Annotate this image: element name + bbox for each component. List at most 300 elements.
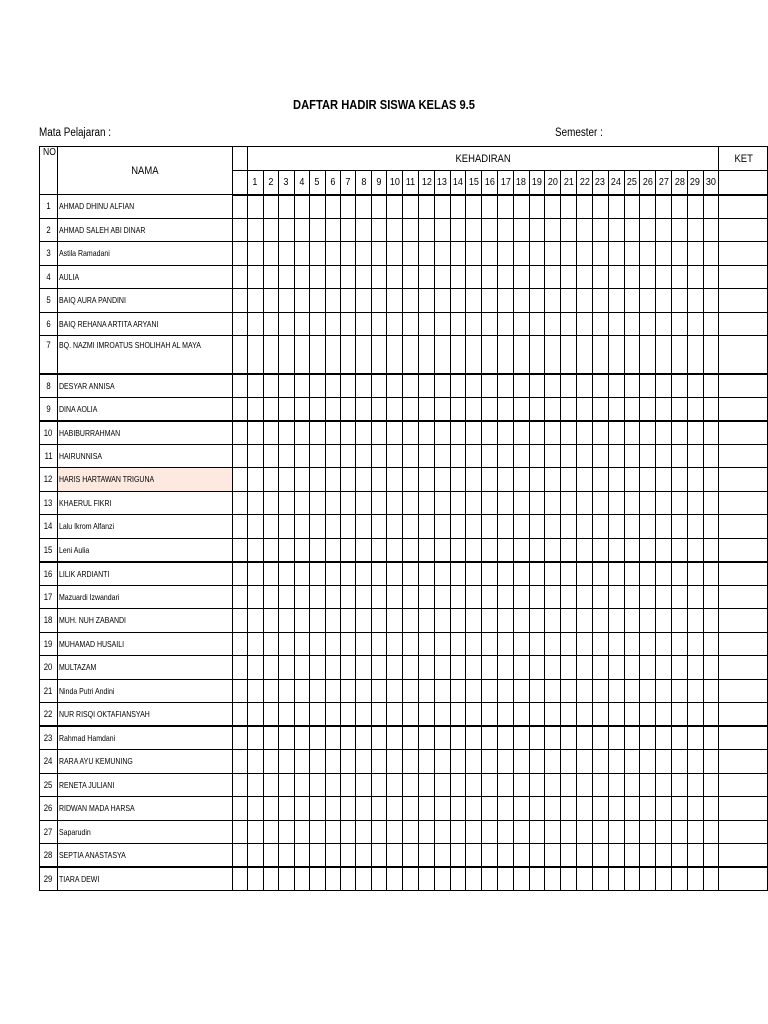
attendance-cell-day-11[interactable] xyxy=(403,844,419,868)
attendance-cell-day-16[interactable] xyxy=(482,336,498,374)
attendance-cell-day-18[interactable] xyxy=(513,242,529,266)
attendance-cell-day-20[interactable] xyxy=(545,289,561,313)
attendance-cell-day-7[interactable] xyxy=(340,844,355,868)
attendance-cell-day-20[interactable] xyxy=(545,538,561,562)
attendance-cell-day-11[interactable] xyxy=(403,632,419,656)
attendance-cell-day-5[interactable] xyxy=(310,773,325,797)
attendance-cell-day-9[interactable] xyxy=(371,656,386,680)
attendance-cell-day-29[interactable] xyxy=(687,421,703,445)
attendance-cell-day-21[interactable] xyxy=(561,336,577,374)
attendance-cell-day-28[interactable] xyxy=(671,515,687,539)
attendance-cell-day-22[interactable] xyxy=(577,312,593,336)
ket-cell[interactable] xyxy=(719,726,768,750)
attendance-cell-day-27[interactable] xyxy=(656,703,672,727)
attendance-cell-day-2[interactable] xyxy=(263,844,278,868)
attendance-cell-day-18[interactable] xyxy=(513,515,529,539)
attendance-cell-day-15[interactable] xyxy=(466,609,482,633)
attendance-cell-day-15[interactable] xyxy=(466,265,482,289)
attendance-cell-day-6[interactable] xyxy=(325,374,340,398)
attendance-cell-day-29[interactable] xyxy=(687,312,703,336)
attendance-cell-day-6[interactable] xyxy=(325,397,340,421)
attendance-cell-day-14[interactable] xyxy=(450,374,466,398)
attendance-cell-day-30[interactable] xyxy=(703,632,719,656)
attendance-cell-day-26[interactable] xyxy=(640,444,656,468)
attendance-cell-day-10[interactable] xyxy=(387,750,403,774)
attendance-cell-day-6[interactable] xyxy=(325,726,340,750)
attendance-cell-day-22[interactable] xyxy=(577,468,593,492)
attendance-cell-day-26[interactable] xyxy=(640,726,656,750)
attendance-cell-day-28[interactable] xyxy=(671,867,687,891)
attendance-cell-day-6[interactable] xyxy=(325,195,340,219)
attendance-cell-day-20[interactable] xyxy=(545,562,561,586)
attendance-cell-day-12[interactable] xyxy=(418,515,434,539)
attendance-cell-day-1[interactable] xyxy=(248,397,263,421)
attendance-cell-day-5[interactable] xyxy=(310,336,325,374)
attendance-cell-day-23[interactable] xyxy=(592,397,608,421)
attendance-cell-day-26[interactable] xyxy=(640,797,656,821)
attendance-cell-day-9[interactable] xyxy=(371,844,386,868)
attendance-cell-day-25[interactable] xyxy=(624,374,640,398)
attendance-cell-day-18[interactable] xyxy=(513,632,529,656)
spacer-cell[interactable] xyxy=(233,679,248,703)
attendance-cell-day-7[interactable] xyxy=(340,491,355,515)
attendance-cell-day-21[interactable] xyxy=(561,679,577,703)
attendance-cell-day-26[interactable] xyxy=(640,773,656,797)
attendance-cell-day-30[interactable] xyxy=(703,726,719,750)
attendance-cell-day-7[interactable] xyxy=(340,218,355,242)
attendance-cell-day-1[interactable] xyxy=(248,844,263,868)
attendance-cell-day-3[interactable] xyxy=(279,444,294,468)
attendance-cell-day-30[interactable] xyxy=(703,679,719,703)
attendance-cell-day-5[interactable] xyxy=(310,444,325,468)
attendance-cell-day-7[interactable] xyxy=(340,773,355,797)
attendance-cell-day-26[interactable] xyxy=(640,336,656,374)
attendance-cell-day-29[interactable] xyxy=(687,491,703,515)
attendance-cell-day-20[interactable] xyxy=(545,336,561,374)
attendance-cell-day-22[interactable] xyxy=(577,242,593,266)
attendance-cell-day-26[interactable] xyxy=(640,632,656,656)
attendance-cell-day-22[interactable] xyxy=(577,538,593,562)
attendance-cell-day-3[interactable] xyxy=(279,491,294,515)
attendance-cell-day-7[interactable] xyxy=(340,609,355,633)
attendance-cell-day-29[interactable] xyxy=(687,515,703,539)
attendance-cell-day-9[interactable] xyxy=(371,750,386,774)
attendance-cell-day-30[interactable] xyxy=(703,491,719,515)
attendance-cell-day-2[interactable] xyxy=(263,820,278,844)
attendance-cell-day-21[interactable] xyxy=(561,797,577,821)
attendance-cell-day-4[interactable] xyxy=(294,491,309,515)
attendance-cell-day-24[interactable] xyxy=(608,312,624,336)
attendance-cell-day-22[interactable] xyxy=(577,289,593,313)
attendance-cell-day-25[interactable] xyxy=(624,289,640,313)
attendance-cell-day-5[interactable] xyxy=(310,397,325,421)
attendance-cell-day-28[interactable] xyxy=(671,679,687,703)
attendance-cell-day-4[interactable] xyxy=(294,773,309,797)
attendance-cell-day-12[interactable] xyxy=(418,797,434,821)
attendance-cell-day-15[interactable] xyxy=(466,444,482,468)
attendance-cell-day-2[interactable] xyxy=(263,585,278,609)
attendance-cell-day-9[interactable] xyxy=(371,242,386,266)
attendance-cell-day-1[interactable] xyxy=(248,289,263,313)
attendance-cell-day-1[interactable] xyxy=(248,703,263,727)
attendance-cell-day-26[interactable] xyxy=(640,656,656,680)
ket-cell[interactable] xyxy=(719,242,768,266)
attendance-cell-day-10[interactable] xyxy=(387,538,403,562)
attendance-cell-day-28[interactable] xyxy=(671,444,687,468)
attendance-cell-day-1[interactable] xyxy=(248,374,263,398)
attendance-cell-day-9[interactable] xyxy=(371,336,386,374)
ket-cell[interactable] xyxy=(719,585,768,609)
attendance-cell-day-14[interactable] xyxy=(450,195,466,219)
attendance-cell-day-9[interactable] xyxy=(371,867,386,891)
attendance-cell-day-26[interactable] xyxy=(640,195,656,219)
attendance-cell-day-10[interactable] xyxy=(387,444,403,468)
attendance-cell-day-21[interactable] xyxy=(561,844,577,868)
attendance-cell-day-28[interactable] xyxy=(671,397,687,421)
attendance-cell-day-14[interactable] xyxy=(450,515,466,539)
attendance-cell-day-4[interactable] xyxy=(294,265,309,289)
attendance-cell-day-14[interactable] xyxy=(450,397,466,421)
ket-cell[interactable] xyxy=(719,679,768,703)
attendance-cell-day-13[interactable] xyxy=(434,336,450,374)
attendance-cell-day-5[interactable] xyxy=(310,820,325,844)
attendance-cell-day-17[interactable] xyxy=(498,820,514,844)
attendance-cell-day-20[interactable] xyxy=(545,468,561,492)
attendance-cell-day-25[interactable] xyxy=(624,491,640,515)
attendance-cell-day-4[interactable] xyxy=(294,844,309,868)
attendance-cell-day-22[interactable] xyxy=(577,491,593,515)
attendance-cell-day-17[interactable] xyxy=(498,750,514,774)
attendance-cell-day-4[interactable] xyxy=(294,562,309,586)
attendance-cell-day-1[interactable] xyxy=(248,468,263,492)
attendance-cell-day-11[interactable] xyxy=(403,867,419,891)
ket-cell[interactable] xyxy=(719,289,768,313)
attendance-cell-day-28[interactable] xyxy=(671,656,687,680)
attendance-cell-day-8[interactable] xyxy=(356,289,371,313)
attendance-cell-day-12[interactable] xyxy=(418,585,434,609)
attendance-cell-day-9[interactable] xyxy=(371,562,386,586)
attendance-cell-day-20[interactable] xyxy=(545,820,561,844)
attendance-cell-day-20[interactable] xyxy=(545,609,561,633)
attendance-cell-day-16[interactable] xyxy=(482,312,498,336)
attendance-cell-day-20[interactable] xyxy=(545,374,561,398)
attendance-cell-day-4[interactable] xyxy=(294,867,309,891)
spacer-cell[interactable] xyxy=(233,242,248,266)
attendance-cell-day-3[interactable] xyxy=(279,265,294,289)
attendance-cell-day-13[interactable] xyxy=(434,726,450,750)
attendance-cell-day-8[interactable] xyxy=(356,679,371,703)
attendance-cell-day-21[interactable] xyxy=(561,218,577,242)
attendance-cell-day-30[interactable] xyxy=(703,195,719,219)
attendance-cell-day-19[interactable] xyxy=(529,632,545,656)
attendance-cell-day-8[interactable] xyxy=(356,374,371,398)
attendance-cell-day-5[interactable] xyxy=(310,538,325,562)
attendance-cell-day-2[interactable] xyxy=(263,726,278,750)
attendance-cell-day-20[interactable] xyxy=(545,726,561,750)
attendance-cell-day-25[interactable] xyxy=(624,312,640,336)
attendance-cell-day-16[interactable] xyxy=(482,538,498,562)
attendance-cell-day-7[interactable] xyxy=(340,289,355,313)
attendance-cell-day-26[interactable] xyxy=(640,538,656,562)
attendance-cell-day-29[interactable] xyxy=(687,750,703,774)
attendance-cell-day-21[interactable] xyxy=(561,656,577,680)
attendance-cell-day-15[interactable] xyxy=(466,491,482,515)
attendance-cell-day-4[interactable] xyxy=(294,726,309,750)
attendance-cell-day-23[interactable] xyxy=(592,289,608,313)
attendance-cell-day-8[interactable] xyxy=(356,726,371,750)
attendance-cell-day-18[interactable] xyxy=(513,538,529,562)
attendance-cell-day-15[interactable] xyxy=(466,421,482,445)
spacer-cell[interactable] xyxy=(233,289,248,313)
attendance-cell-day-26[interactable] xyxy=(640,218,656,242)
attendance-cell-day-8[interactable] xyxy=(356,195,371,219)
attendance-cell-day-9[interactable] xyxy=(371,585,386,609)
attendance-cell-day-9[interactable] xyxy=(371,703,386,727)
attendance-cell-day-24[interactable] xyxy=(608,609,624,633)
attendance-cell-day-17[interactable] xyxy=(498,289,514,313)
attendance-cell-day-28[interactable] xyxy=(671,195,687,219)
attendance-cell-day-12[interactable] xyxy=(418,844,434,868)
attendance-cell-day-17[interactable] xyxy=(498,562,514,586)
attendance-cell-day-18[interactable] xyxy=(513,265,529,289)
attendance-cell-day-10[interactable] xyxy=(387,679,403,703)
attendance-cell-day-23[interactable] xyxy=(592,242,608,266)
attendance-cell-day-3[interactable] xyxy=(279,703,294,727)
attendance-cell-day-1[interactable] xyxy=(248,242,263,266)
attendance-cell-day-20[interactable] xyxy=(545,797,561,821)
attendance-cell-day-18[interactable] xyxy=(513,609,529,633)
attendance-cell-day-22[interactable] xyxy=(577,444,593,468)
ket-cell[interactable] xyxy=(719,195,768,219)
attendance-cell-day-25[interactable] xyxy=(624,265,640,289)
attendance-cell-day-14[interactable] xyxy=(450,703,466,727)
attendance-cell-day-25[interactable] xyxy=(624,797,640,821)
attendance-cell-day-25[interactable] xyxy=(624,421,640,445)
attendance-cell-day-17[interactable] xyxy=(498,797,514,821)
attendance-cell-day-2[interactable] xyxy=(263,421,278,445)
attendance-cell-day-11[interactable] xyxy=(403,289,419,313)
attendance-cell-day-9[interactable] xyxy=(371,538,386,562)
attendance-cell-day-19[interactable] xyxy=(529,312,545,336)
attendance-cell-day-7[interactable] xyxy=(340,444,355,468)
attendance-cell-day-24[interactable] xyxy=(608,265,624,289)
attendance-cell-day-27[interactable] xyxy=(656,820,672,844)
attendance-cell-day-19[interactable] xyxy=(529,609,545,633)
attendance-cell-day-10[interactable] xyxy=(387,374,403,398)
attendance-cell-day-25[interactable] xyxy=(624,609,640,633)
attendance-cell-day-12[interactable] xyxy=(418,820,434,844)
attendance-cell-day-24[interactable] xyxy=(608,421,624,445)
attendance-cell-day-25[interactable] xyxy=(624,632,640,656)
attendance-cell-day-23[interactable] xyxy=(592,538,608,562)
attendance-cell-day-22[interactable] xyxy=(577,820,593,844)
attendance-cell-day-3[interactable] xyxy=(279,679,294,703)
attendance-cell-day-26[interactable] xyxy=(640,397,656,421)
attendance-cell-day-20[interactable] xyxy=(545,265,561,289)
attendance-cell-day-29[interactable] xyxy=(687,289,703,313)
attendance-cell-day-13[interactable] xyxy=(434,562,450,586)
attendance-cell-day-23[interactable] xyxy=(592,703,608,727)
ket-cell[interactable] xyxy=(719,218,768,242)
attendance-cell-day-13[interactable] xyxy=(434,585,450,609)
attendance-cell-day-9[interactable] xyxy=(371,289,386,313)
attendance-cell-day-7[interactable] xyxy=(340,562,355,586)
attendance-cell-day-23[interactable] xyxy=(592,820,608,844)
attendance-cell-day-5[interactable] xyxy=(310,468,325,492)
attendance-cell-day-9[interactable] xyxy=(371,312,386,336)
attendance-cell-day-27[interactable] xyxy=(656,421,672,445)
ket-cell[interactable] xyxy=(719,773,768,797)
attendance-cell-day-29[interactable] xyxy=(687,656,703,680)
attendance-cell-day-17[interactable] xyxy=(498,538,514,562)
ket-cell[interactable] xyxy=(719,844,768,868)
attendance-cell-day-29[interactable] xyxy=(687,397,703,421)
attendance-cell-day-15[interactable] xyxy=(466,538,482,562)
attendance-cell-day-30[interactable] xyxy=(703,242,719,266)
attendance-cell-day-21[interactable] xyxy=(561,444,577,468)
attendance-cell-day-29[interactable] xyxy=(687,195,703,219)
attendance-cell-day-24[interactable] xyxy=(608,336,624,374)
attendance-cell-day-18[interactable] xyxy=(513,585,529,609)
attendance-cell-day-5[interactable] xyxy=(310,585,325,609)
attendance-cell-day-19[interactable] xyxy=(529,679,545,703)
attendance-cell-day-30[interactable] xyxy=(703,656,719,680)
attendance-cell-day-6[interactable] xyxy=(325,585,340,609)
attendance-cell-day-20[interactable] xyxy=(545,218,561,242)
attendance-cell-day-23[interactable] xyxy=(592,336,608,374)
attendance-cell-day-14[interactable] xyxy=(450,312,466,336)
attendance-cell-day-10[interactable] xyxy=(387,242,403,266)
attendance-cell-day-23[interactable] xyxy=(592,265,608,289)
attendance-cell-day-15[interactable] xyxy=(466,585,482,609)
attendance-cell-day-14[interactable] xyxy=(450,585,466,609)
attendance-cell-day-4[interactable] xyxy=(294,242,309,266)
attendance-cell-day-27[interactable] xyxy=(656,562,672,586)
spacer-cell[interactable] xyxy=(233,374,248,398)
attendance-cell-day-7[interactable] xyxy=(340,632,355,656)
attendance-cell-day-9[interactable] xyxy=(371,773,386,797)
attendance-cell-day-3[interactable] xyxy=(279,397,294,421)
attendance-cell-day-24[interactable] xyxy=(608,444,624,468)
attendance-cell-day-27[interactable] xyxy=(656,867,672,891)
attendance-cell-day-26[interactable] xyxy=(640,265,656,289)
attendance-cell-day-11[interactable] xyxy=(403,797,419,821)
attendance-cell-day-13[interactable] xyxy=(434,867,450,891)
spacer-cell[interactable] xyxy=(233,195,248,219)
attendance-cell-day-4[interactable] xyxy=(294,820,309,844)
attendance-cell-day-27[interactable] xyxy=(656,468,672,492)
attendance-cell-day-11[interactable] xyxy=(403,374,419,398)
attendance-cell-day-15[interactable] xyxy=(466,336,482,374)
ket-cell[interactable] xyxy=(719,491,768,515)
attendance-cell-day-3[interactable] xyxy=(279,797,294,821)
attendance-cell-day-28[interactable] xyxy=(671,265,687,289)
attendance-cell-day-26[interactable] xyxy=(640,468,656,492)
attendance-cell-day-21[interactable] xyxy=(561,468,577,492)
attendance-cell-day-23[interactable] xyxy=(592,773,608,797)
attendance-cell-day-13[interactable] xyxy=(434,242,450,266)
attendance-cell-day-17[interactable] xyxy=(498,444,514,468)
attendance-cell-day-5[interactable] xyxy=(310,726,325,750)
attendance-cell-day-26[interactable] xyxy=(640,515,656,539)
attendance-cell-day-27[interactable] xyxy=(656,312,672,336)
attendance-cell-day-25[interactable] xyxy=(624,656,640,680)
attendance-cell-day-23[interactable] xyxy=(592,750,608,774)
attendance-cell-day-29[interactable] xyxy=(687,218,703,242)
attendance-cell-day-16[interactable] xyxy=(482,515,498,539)
attendance-cell-day-26[interactable] xyxy=(640,609,656,633)
attendance-cell-day-23[interactable] xyxy=(592,421,608,445)
ket-cell[interactable] xyxy=(719,538,768,562)
attendance-cell-day-3[interactable] xyxy=(279,773,294,797)
ket-cell[interactable] xyxy=(719,656,768,680)
attendance-cell-day-16[interactable] xyxy=(482,750,498,774)
spacer-cell[interactable] xyxy=(233,726,248,750)
attendance-cell-day-3[interactable] xyxy=(279,312,294,336)
attendance-cell-day-15[interactable] xyxy=(466,218,482,242)
attendance-cell-day-23[interactable] xyxy=(592,374,608,398)
attendance-cell-day-13[interactable] xyxy=(434,515,450,539)
attendance-cell-day-8[interactable] xyxy=(356,750,371,774)
attendance-cell-day-10[interactable] xyxy=(387,336,403,374)
attendance-cell-day-22[interactable] xyxy=(577,195,593,219)
attendance-cell-day-12[interactable] xyxy=(418,703,434,727)
attendance-cell-day-17[interactable] xyxy=(498,632,514,656)
attendance-cell-day-15[interactable] xyxy=(466,515,482,539)
attendance-cell-day-26[interactable] xyxy=(640,312,656,336)
attendance-cell-day-15[interactable] xyxy=(466,797,482,821)
attendance-cell-day-18[interactable] xyxy=(513,703,529,727)
attendance-cell-day-23[interactable] xyxy=(592,312,608,336)
attendance-cell-day-16[interactable] xyxy=(482,265,498,289)
attendance-cell-day-30[interactable] xyxy=(703,609,719,633)
attendance-cell-day-8[interactable] xyxy=(356,421,371,445)
attendance-cell-day-1[interactable] xyxy=(248,585,263,609)
attendance-cell-day-13[interactable] xyxy=(434,797,450,821)
attendance-cell-day-11[interactable] xyxy=(403,515,419,539)
attendance-cell-day-24[interactable] xyxy=(608,195,624,219)
attendance-cell-day-28[interactable] xyxy=(671,312,687,336)
attendance-cell-day-13[interactable] xyxy=(434,773,450,797)
attendance-cell-day-15[interactable] xyxy=(466,679,482,703)
attendance-cell-day-4[interactable] xyxy=(294,421,309,445)
spacer-cell[interactable] xyxy=(233,820,248,844)
attendance-cell-day-25[interactable] xyxy=(624,515,640,539)
attendance-cell-day-8[interactable] xyxy=(356,538,371,562)
attendance-cell-day-30[interactable] xyxy=(703,585,719,609)
attendance-cell-day-2[interactable] xyxy=(263,773,278,797)
attendance-cell-day-4[interactable] xyxy=(294,397,309,421)
ket-cell[interactable] xyxy=(719,444,768,468)
attendance-cell-day-23[interactable] xyxy=(592,632,608,656)
attendance-cell-day-18[interactable] xyxy=(513,312,529,336)
attendance-cell-day-3[interactable] xyxy=(279,336,294,374)
attendance-cell-day-19[interactable] xyxy=(529,656,545,680)
attendance-cell-day-6[interactable] xyxy=(325,538,340,562)
attendance-cell-day-24[interactable] xyxy=(608,844,624,868)
attendance-cell-day-8[interactable] xyxy=(356,562,371,586)
attendance-cell-day-21[interactable] xyxy=(561,750,577,774)
attendance-cell-day-29[interactable] xyxy=(687,632,703,656)
attendance-cell-day-29[interactable] xyxy=(687,726,703,750)
attendance-cell-day-29[interactable] xyxy=(687,585,703,609)
attendance-cell-day-24[interactable] xyxy=(608,703,624,727)
attendance-cell-day-26[interactable] xyxy=(640,421,656,445)
attendance-cell-day-23[interactable] xyxy=(592,585,608,609)
attendance-cell-day-14[interactable] xyxy=(450,491,466,515)
attendance-cell-day-13[interactable] xyxy=(434,609,450,633)
attendance-cell-day-30[interactable] xyxy=(703,867,719,891)
